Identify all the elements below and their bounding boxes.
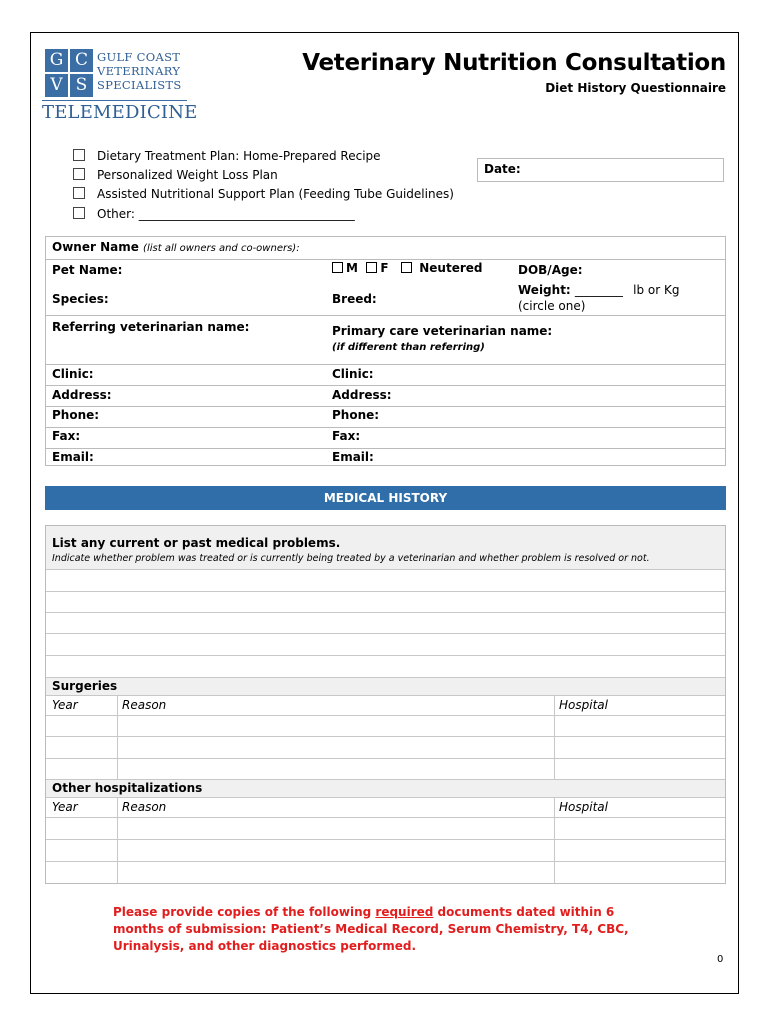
sex-m-label: M: [346, 261, 358, 275]
notice-line-2: months of submission: Patient’s Medical Record, Serum Chemistry, T4, CBC,: [113, 922, 629, 936]
ref-phone-label[interactable]: Phone:: [52, 408, 100, 422]
col-divider: [554, 797, 555, 883]
medical-history-banner: MEDICAL HISTORY: [45, 486, 726, 510]
surgeries-col-reason: Reason: [122, 698, 167, 712]
row-divider: [46, 364, 725, 365]
pcv-clinic-label[interactable]: Clinic:: [332, 367, 374, 381]
neutered-label: Neutered: [419, 261, 483, 275]
row-divider: [46, 569, 725, 570]
row-divider: [46, 448, 725, 449]
pet-name-label[interactable]: Pet Name:: [52, 263, 123, 277]
weight-label: Weight:: [518, 283, 571, 297]
plan-label: Personalized Weight Loss Plan: [97, 168, 278, 182]
notice-text: documents dated within 6: [433, 905, 615, 919]
primary-vet-label[interactable]: Primary care veterinarian name:: [332, 324, 553, 338]
date-field[interactable]: [477, 158, 724, 182]
notice-required: required: [375, 905, 434, 919]
row-divider: [46, 655, 725, 656]
checkbox-male[interactable]: [332, 262, 343, 273]
dob-age-label[interactable]: DOB/Age:: [518, 263, 583, 277]
row-divider: [46, 315, 725, 316]
weight-blank: ________: [574, 283, 623, 297]
row-divider: [46, 839, 725, 840]
checkbox[interactable]: [73, 187, 85, 199]
breed-label[interactable]: Breed:: [332, 292, 377, 306]
row-divider: [46, 797, 725, 798]
primary-vet-note: (if different than referring): [332, 342, 485, 353]
owner-name-label[interactable]: [52, 240, 300, 254]
weight-units: lb or Kg: [633, 283, 680, 297]
page-title: Veterinary Nutrition Consultation: [302, 50, 726, 76]
owner-name-text: Owner Name: [52, 240, 139, 254]
page-subtitle: Diet History Questionnaire: [545, 81, 726, 95]
row-divider: [46, 406, 725, 407]
problems-note: Indicate whether problem was treated or is currently being treated by a veterinarian and whether problem is resolved or not.: [52, 553, 650, 564]
logo-line-2: VETERINARY: [97, 64, 181, 78]
row-divider: [46, 715, 725, 716]
pcv-fax-label[interactable]: Fax:: [332, 429, 361, 443]
ref-address-label[interactable]: Address:: [52, 388, 112, 402]
sex-options: [332, 261, 483, 275]
pcv-email-label[interactable]: Email:: [332, 450, 374, 464]
row-divider: [46, 633, 725, 634]
checkbox-neutered[interactable]: [401, 262, 412, 273]
logo-letter-g: G: [45, 49, 68, 72]
logo-letter-c: C: [70, 49, 93, 72]
col-divider: [117, 797, 118, 883]
plan-option-other[interactable]: [73, 207, 355, 221]
logo-line-1: GULF COAST: [97, 50, 181, 64]
date-label: Date:: [484, 162, 521, 176]
page-number: 0: [717, 954, 724, 965]
pcv-address-label[interactable]: Address:: [332, 388, 392, 402]
problems-title: List any current or past medical problems.: [52, 536, 341, 550]
row-divider: [46, 259, 725, 260]
checkbox[interactable]: [73, 168, 85, 180]
surgeries-header-bg: [46, 678, 725, 695]
pcv-phone-label[interactable]: Phone:: [332, 408, 380, 422]
plan-label: Dietary Treatment Plan: Home-Prepared Recipe: [97, 149, 381, 163]
ref-fax-label[interactable]: Fax:: [52, 429, 81, 443]
row-divider: [46, 736, 725, 737]
logo-divider: [42, 100, 187, 101]
checkbox-female[interactable]: [366, 262, 377, 273]
owner-info-table: [45, 236, 726, 466]
referring-vet-label[interactable]: Referring veterinarian name:: [52, 320, 250, 334]
circle-one-note: (circle one): [518, 299, 586, 313]
hosp-col-reason: Reason: [122, 800, 167, 814]
row-divider: [46, 817, 725, 818]
notice-line-1: [113, 904, 673, 921]
sex-f-label: F: [380, 261, 389, 275]
logo-letter-v: V: [45, 74, 68, 97]
checkbox[interactable]: [73, 207, 85, 219]
notice-line-3: Urinalysis, and other diagnostics performed.: [113, 939, 417, 953]
surgeries-title: Surgeries: [52, 679, 118, 693]
hosp-col-hospital: Hospital: [559, 800, 608, 814]
owner-name-note: (list all owners and co-owners):: [143, 243, 300, 254]
row-divider: [46, 385, 725, 386]
checkbox[interactable]: [73, 149, 85, 161]
plan-label: Other: ____________________________________: [97, 207, 355, 221]
row-divider: [46, 427, 725, 428]
row-divider: [46, 612, 725, 613]
ref-clinic-label[interactable]: Clinic:: [52, 367, 94, 381]
col-divider: [554, 695, 555, 779]
surgeries-col-year: Year: [52, 698, 78, 712]
logo-telemedicine: TELEMEDICINE: [42, 102, 198, 123]
ref-email-label[interactable]: Email:: [52, 450, 94, 464]
medical-history-table: [45, 525, 726, 884]
col-divider: [117, 695, 118, 779]
weight-field[interactable]: [518, 283, 679, 297]
required-documents-notice: [113, 904, 673, 955]
species-label[interactable]: Species:: [52, 292, 109, 306]
notice-text: Please provide copies of the following: [113, 905, 376, 919]
plan-option-weight-loss[interactable]: [73, 168, 278, 182]
row-divider: [46, 758, 725, 759]
surgeries-col-hospital: Hospital: [559, 698, 608, 712]
other-hosp-title: Other hospitalizations: [52, 781, 203, 795]
plan-option-home-recipe[interactable]: [73, 149, 381, 163]
row-divider: [46, 861, 725, 862]
row-divider: [46, 695, 725, 696]
plan-option-feeding-tube[interactable]: [73, 187, 454, 201]
logo-line-3: SPECIALISTS: [97, 78, 182, 92]
logo-letter-s: S: [70, 74, 93, 97]
row-divider: [46, 591, 725, 592]
hosp-col-year: Year: [52, 800, 78, 814]
plan-label: Assisted Nutritional Support Plan (Feeding Tube Guidelines): [97, 187, 454, 201]
